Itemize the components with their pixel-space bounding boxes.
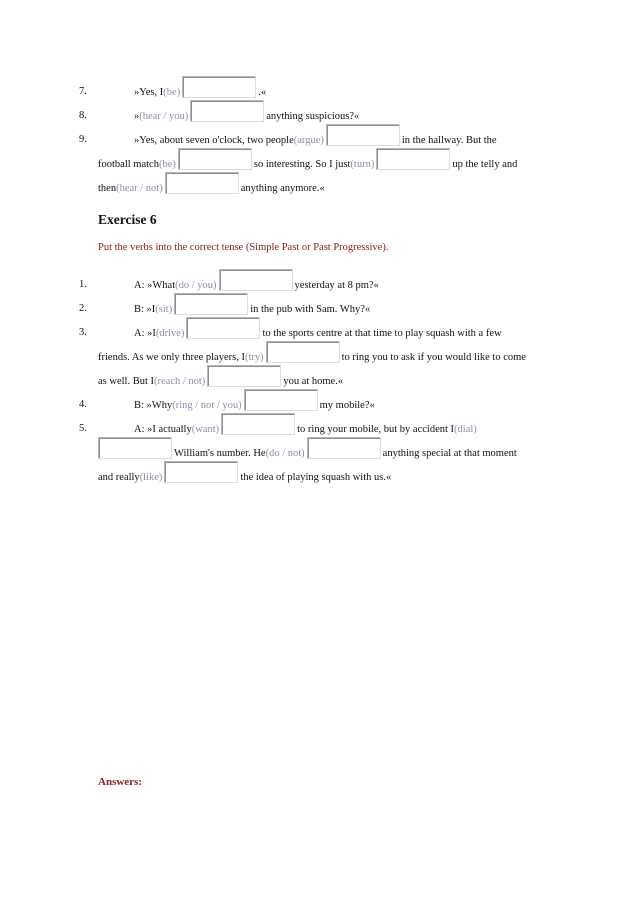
- text: to the sports centre at that time to play squash with a few: [262, 328, 502, 339]
- text: A: »I actually: [134, 424, 192, 435]
- exercise-heading: Exercise 6: [98, 212, 157, 227]
- answer-blank-9a[interactable]: [326, 124, 400, 146]
- item-number: 7.: [79, 86, 87, 97]
- sentence-9-line-1: [134, 124, 497, 146]
- item-number: 5.: [79, 423, 87, 434]
- verb-hint: (do / not): [265, 448, 305, 459]
- text: in the pub with Sam. Why?«: [250, 304, 371, 315]
- text: to ring you to ask if you would like to come: [341, 352, 526, 363]
- text: B: »I: [134, 304, 156, 315]
- text: and really: [98, 472, 140, 483]
- text: in the hallway. But the: [401, 135, 497, 146]
- answer-blank-9b[interactable]: [178, 148, 252, 170]
- answers-heading: Answers:: [98, 776, 142, 788]
- text: then: [98, 183, 117, 194]
- verb-hint: (hear / you): [139, 111, 189, 122]
- verb-hint: (be): [163, 87, 181, 98]
- answer-blank-2[interactable]: [174, 293, 248, 315]
- sentence-5-line-2: [98, 437, 517, 459]
- text: football match: [98, 159, 159, 170]
- verb-hint: (drive): [155, 328, 185, 339]
- text: to ring your mobile, but by accident I: [297, 424, 455, 435]
- text: William's number. He: [174, 448, 266, 459]
- text: A: »I: [134, 328, 156, 339]
- item-number: 9.: [79, 134, 87, 145]
- verb-hint: (try): [244, 352, 264, 363]
- verb-hint: (hear / not): [116, 183, 163, 194]
- answer-blank-8[interactable]: [190, 100, 264, 122]
- text: anything suspicious?«: [266, 111, 360, 122]
- item-number: 8.: [79, 110, 87, 121]
- text: friends. As we only three players, I: [98, 352, 245, 363]
- verb-hint: (reach / not): [154, 376, 206, 387]
- item-number: 1.: [79, 279, 87, 290]
- text: »Yes, I: [134, 87, 164, 98]
- answer-blank-5a[interactable]: [221, 413, 295, 435]
- answer-blank-5d[interactable]: [164, 461, 238, 483]
- text: .«: [258, 87, 267, 98]
- answer-blank-3c[interactable]: [207, 365, 281, 387]
- text: my mobile?«: [319, 400, 375, 411]
- verb-hint: (sit): [155, 304, 173, 315]
- sentence-9-line-2: [98, 148, 517, 170]
- text: yesterday at 8 pm?«: [294, 280, 379, 291]
- sentence-5-line-1: [134, 413, 477, 435]
- text: »: [134, 111, 140, 122]
- text: up the telly and: [452, 159, 518, 170]
- item-number: 4.: [79, 399, 87, 410]
- sentence-8: [134, 100, 359, 122]
- answer-blank-3b[interactable]: [266, 341, 340, 363]
- answer-blank-3a[interactable]: [186, 317, 260, 339]
- answer-blank-4[interactable]: [244, 389, 318, 411]
- answer-blank-7[interactable]: [182, 76, 256, 98]
- answer-blank-1[interactable]: [219, 269, 293, 291]
- sentence-9-line-3: [98, 172, 325, 194]
- text: you at home.«: [283, 376, 344, 387]
- verb-hint: (turn): [350, 159, 375, 170]
- text: »Yes, about seven o'clock, two people: [134, 135, 294, 146]
- answer-blank-5c[interactable]: [307, 437, 381, 459]
- text: anything special at that moment: [382, 448, 517, 459]
- sentence-1: [134, 269, 379, 291]
- text: as well. But I: [98, 376, 154, 387]
- verb-hint: (argue): [293, 135, 324, 146]
- verb-hint: (like): [139, 472, 163, 483]
- text: B: »Why: [134, 400, 173, 411]
- verb-hint: (be): [158, 159, 176, 170]
- item-number: 2.: [79, 303, 87, 314]
- answer-blank-5b[interactable]: [98, 437, 172, 459]
- verb-hint: (dial): [454, 424, 477, 435]
- answer-blank-9d[interactable]: [165, 172, 239, 194]
- item-number: 3.: [79, 327, 87, 338]
- sentence-2: [134, 293, 370, 315]
- answer-blank-9c[interactable]: [376, 148, 450, 170]
- sentence-3-line-2: [98, 341, 526, 363]
- verb-hint: (ring / not / you): [172, 400, 242, 411]
- text: anything anymore.«: [240, 183, 325, 194]
- sentence-5-line-3: [98, 461, 391, 483]
- sentence-7: [134, 76, 266, 98]
- text: so interesting. So I just: [253, 159, 351, 170]
- text: the idea of playing squash with us.«: [240, 472, 392, 483]
- exercise-instruction: Put the verbs into the correct tense (Simple Past or Past Progressive).: [98, 242, 389, 253]
- sentence-4: [134, 389, 375, 411]
- text: A: »What: [134, 280, 176, 291]
- verb-hint: (do / you): [175, 280, 217, 291]
- sentence-3-line-3: [98, 365, 343, 387]
- sentence-3-line-1: [134, 317, 502, 339]
- verb-hint: (want): [191, 424, 220, 435]
